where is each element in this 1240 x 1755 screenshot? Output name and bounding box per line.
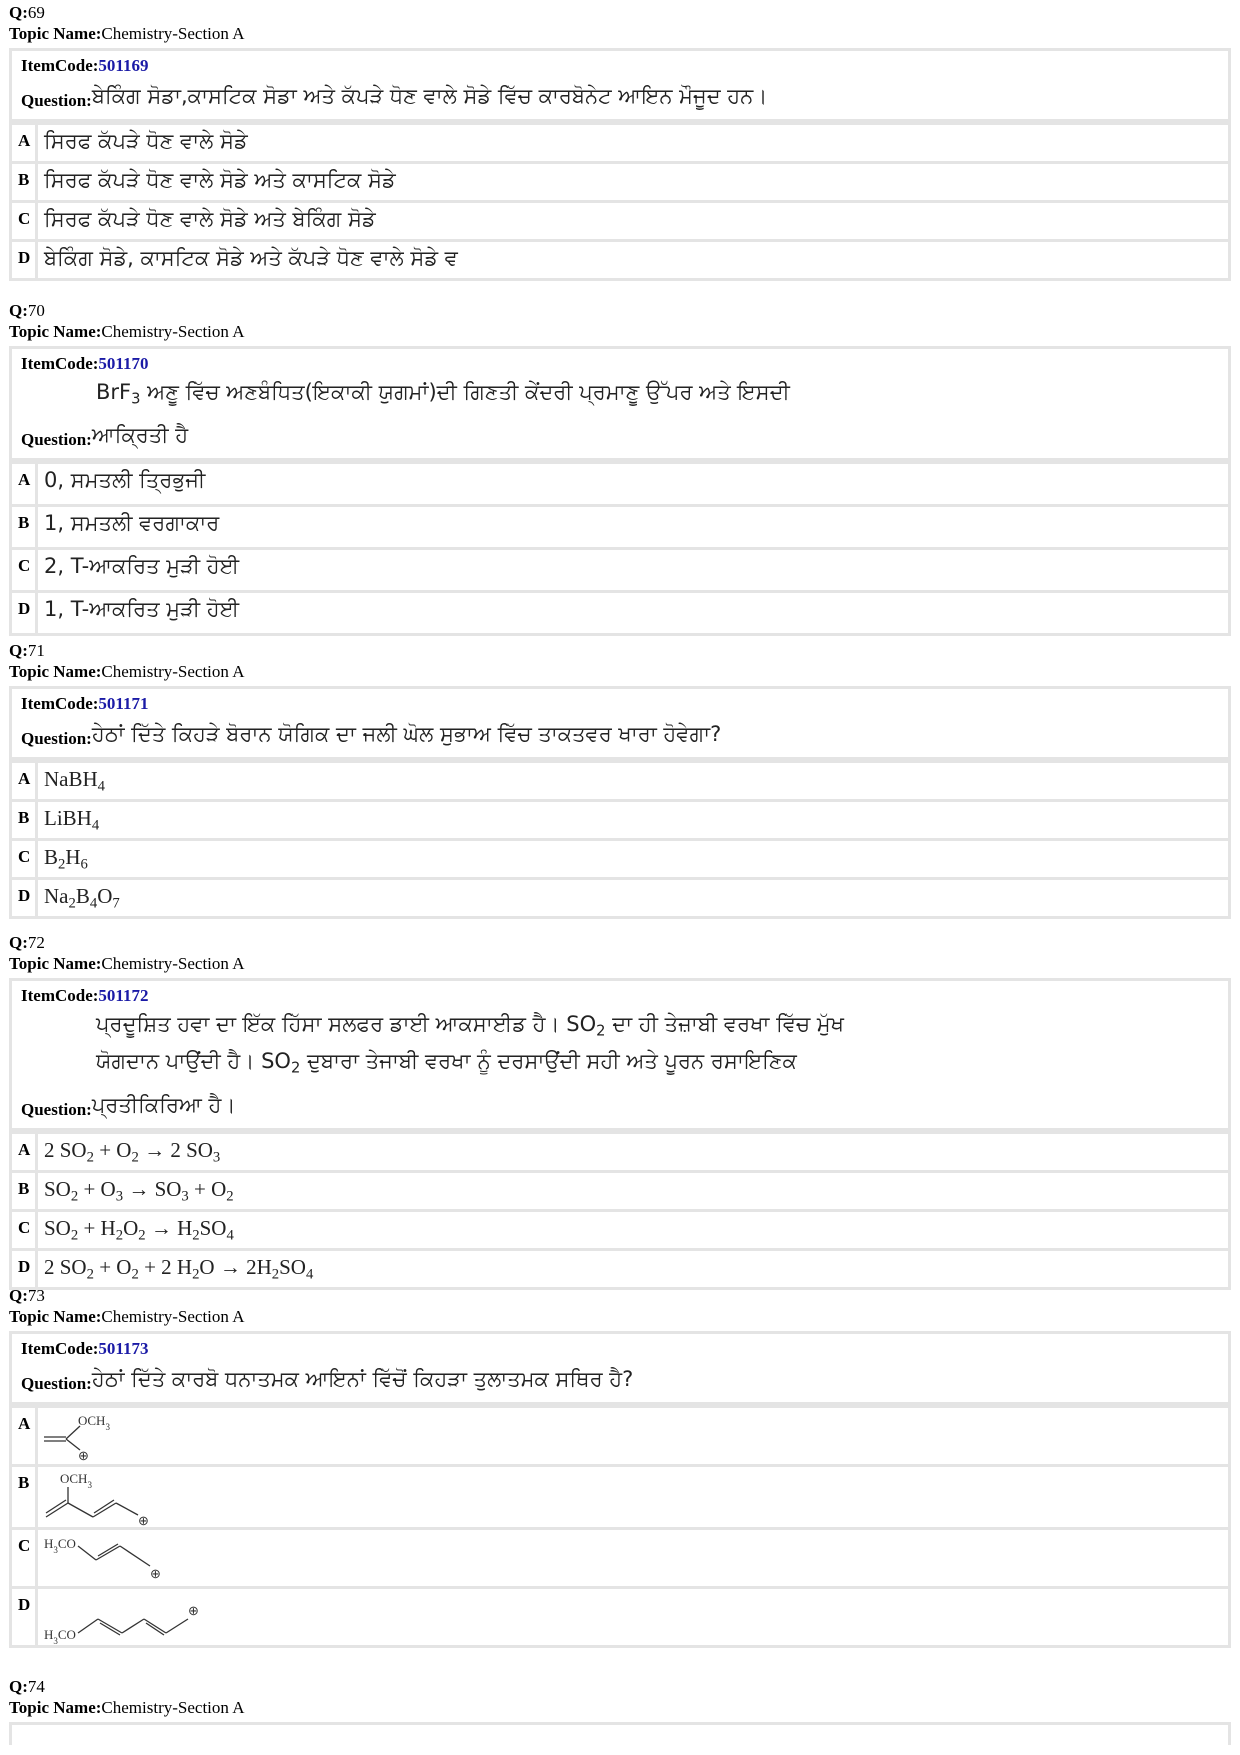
option-d: D ਬੇਕਿੰਗ ਸੋਡੇ, ਕਾਸਟਿਕ ਸੋਡੇ ਅਤੇ ਕੱਪੜੇ ਧੋਣ ਵਾਲੇ ਸੋਡੇ ਵ	[12, 239, 1228, 278]
question-text: ਹੇਠਾਂ ਦਿੱਤੇ ਕਿਹੜੇ ਬੋਰਾਨ ਯੋਗਿਕ ਦਾ ਜਲੀ ਘੋਲ ਸੁਭਾਅ ਵਿੱਚ ਤਾਕਤਵਰ ਖਾਰਾ ਹੋਵੇਗਾ?	[91, 722, 722, 746]
question-71	[9, 640, 1231, 919]
topic-name: Topic Name:Chemistry-Section A	[9, 1698, 245, 1717]
option-c: C ਸਿਰਫ ਕੱਪੜੇ ਧੋਣ ਵਾਲੇ ਸੋਡੇ ਅਤੇ ਬੇਕਿੰਗ ਸੋਡੇ	[12, 200, 1228, 239]
item-code-link[interactable]: 501169	[98, 56, 149, 75]
question-number: Q:71	[9, 641, 45, 660]
option-b: B $SO_2 + O_3 \to SO_3 + O_2$	[12, 1170, 1228, 1209]
question-label: Question:	[21, 729, 92, 748]
question-text-line-1: BrF$_3$ ਅਣੂ ਵਿੱਚ ਅਣਬੰਧਿਤ(ਇਕਾਕੀ ਯੁਗਮਾਂ)ਦੀ ਗਿਣਤੀ ਕੇਂਦਰੀ ਪ੍ਰਮਾਣੂ ਉੱਪਰ ਅਤੇ ਇਸਦੀ	[96, 380, 790, 408]
structure-b-image	[38, 1467, 198, 1527]
topic-name: Topic Name:Chemistry-Section A	[9, 662, 245, 681]
option-equation: $SO_2 + H_2O_2 \to H_2SO_4$	[44, 1215, 234, 1244]
question-box	[9, 978, 1231, 1290]
topic-name: Topic Name:Chemistry-Section A	[9, 322, 245, 341]
positive-charge-icon: ⊕	[188, 1603, 199, 1618]
item-code-link[interactable]: 501173	[98, 1339, 149, 1358]
option-d: D $H_3CO$ ⊕	[12, 1586, 1228, 1645]
option-formula: LiBH$_4$	[44, 806, 100, 834]
option-text: 2, T-ਆਕਰਿਤ ਮੁੜੀ ਹੋਈ	[44, 554, 240, 579]
question-label: Question:	[21, 1099, 92, 1119]
option-b: B $OCH_3$ ⊕	[12, 1464, 1228, 1527]
item-code: ItemCode:501170	[21, 354, 149, 373]
option-c: C $SO_2 + H_2O_2 \to H_2SO_4$	[12, 1209, 1228, 1248]
option-text: ਸਿਰਫ ਕੱਪੜੇ ਧੋਣ ਵਾਲੇ ਸੋਡੇ	[44, 129, 248, 153]
question-number: Q:69	[9, 3, 45, 22]
question-72	[9, 932, 1231, 1290]
option-text: 1, T-ਆਕਰਿਤ ਮੁੜੀ ਹੋਈ	[44, 597, 240, 622]
option-d: D 1, T-ਆਕਰਿਤ ਮੁੜੀ ਹੋਈ	[12, 590, 1228, 633]
question-box	[9, 686, 1231, 919]
option-b: B 1, ਸਮਤਲੀ ਵਰਗਾਕਾਰ	[12, 504, 1228, 547]
option-a: A 2 $SO_2 + O_2 \to 2$ $SO_3$	[12, 1131, 1228, 1170]
option-a: A 0, ਸਮਤਲੀ ਤ੍ਰਿਭੁਜੀ	[12, 461, 1228, 504]
item-code: ItemCode:501172	[21, 986, 149, 1005]
question-text-line-2: ਯੋਗਦਾਨ ਪਾਉਂਦੀ ਹੈ। $SO_2$ ਦੁਬਾਰਾ ਤੇਜਾਬੀ ਵਰਖਾ ਨੂੰ ਦਰਸਾਉਂਦੀ ਸਹੀ ਅਤੇ ਪੂਰਨ ਰਸਾਇਣਿਕ	[96, 1049, 797, 1077]
option-a: A ਸਿਰਫ ਕੱਪੜੇ ਧੋਣ ਵਾਲੇ ਸੋਡੇ	[12, 122, 1228, 161]
option-text: ਬੇਕਿੰਗ ਸੋਡੇ, ਕਾਸਟਿਕ ਸੋਡੇ ਅਤੇ ਕੱਪੜੇ ਧੋਣ ਵਾਲੇ ਸੋਡੇ ਵ	[44, 246, 458, 270]
question-label: Question:	[21, 1374, 92, 1393]
structure-c-image	[38, 1530, 198, 1586]
item-code: ItemCode:501171	[21, 694, 149, 713]
option-c: C $B_2H_6$	[12, 838, 1228, 877]
question-text: ਹੇਠਾਂ ਦਿੱਤੇ ਕਾਰਬੋ ਧਨਾਤਮਕ ਆਇਨਾਂ ਵਿੱਚੋਂ ਕਿਹੜਾ ਤੁਲਾਤਮਕ ਸਥਿਰ ਹੈ?	[91, 1367, 634, 1391]
question-text-line-3: ਪ੍ਰਤੀਕਿਰਿਆ ਹੈ।	[91, 1092, 236, 1117]
item-code-link[interactable]: 501170	[98, 354, 149, 373]
positive-charge-icon: ⊕	[78, 1448, 89, 1463]
option-a: A $OCH_3$ ⊕	[12, 1405, 1228, 1464]
option-formula: $B_2H_6$	[44, 845, 88, 873]
option-b: B LiBH$_4$	[12, 799, 1228, 838]
option-a: A NaBH$_4$	[12, 760, 1228, 799]
question-74	[9, 1676, 1231, 1745]
question-text-line-1: ਪ੍ਰਦੂਸ਼ਿਤ ਹਵਾ ਦਾ ਇੱਕ ਹਿੱਸਾ ਸਲਫਰ ਡਾਈ ਆਕਸਾਈਡ ਹੈ। $SO_2$ ਦਾ ਹੀ ਤੇਜ਼ਾਬੀ ਵਰਖਾ ਵਿੱਚ ਮੁੱਖ	[96, 1012, 844, 1040]
question-number: Q:73	[9, 1286, 45, 1305]
option-equation: 2 $SO_2 + O_2 + 2$ $H_2O \to 2H_2SO_4$	[44, 1254, 314, 1283]
option-d: D $Na_2B_4O_7$	[12, 877, 1228, 916]
question-box	[9, 48, 1231, 281]
question-text: ਬੇਕਿੰਗ ਸੋਡਾ,ਕਾਸਟਿਕ ਸੋਡਾ ਅਤੇ ਕੱਪੜੇ ਧੋਣ ਵਾਲੇ ਸੋਡੇ ਵਿੱਚ ਕਾਰਬੋਨੇਟ ਆਇਨ ਮੌਜੂਦ ਹਨ।	[91, 84, 768, 108]
option-text: ਸਿਰਫ ਕੱਪੜੇ ਧੋਣ ਵਾਲੇ ਸੋਡੇ ਅਤੇ ਕਾਸਟਿਕ ਸੋਡੇ	[44, 168, 396, 192]
structure-a-image	[38, 1408, 158, 1464]
option-text: 1, ਸਮਤਲੀ ਵਰਗਾਕਾਰ	[44, 511, 220, 536]
question-label: Question:	[21, 91, 92, 110]
substituent-label: $H_3CO$	[44, 1536, 76, 1555]
substituent-label: $OCH_3$	[78, 1413, 110, 1432]
substituent-label: $H_3CO$	[44, 1627, 76, 1645]
option-equation: 2 $SO_2 + O_2 \to 2$ $SO_3$	[44, 1137, 221, 1166]
structure-d-image	[38, 1589, 238, 1645]
question-number: Q:70	[9, 301, 45, 320]
option-formula: NaBH$_4$	[44, 767, 106, 795]
item-code: ItemCode:501173	[21, 1339, 149, 1358]
option-equation: $SO_2 + O_3 \to SO_3 + O_2$	[44, 1176, 234, 1205]
question-number: Q:74	[9, 1677, 45, 1696]
item-code: ItemCode:501169	[21, 56, 149, 75]
positive-charge-icon: ⊕	[150, 1566, 161, 1581]
option-formula: $Na_2B_4O_7$	[44, 884, 120, 912]
question-text-line-2: ਆਕ੍ਰਿਤੀ ਹੈ	[91, 423, 189, 448]
option-b: B ਸਿਰਫ ਕੱਪੜੇ ਧੋਣ ਵਾਲੇ ਸੋਡੇ ਅਤੇ ਕਾਸਟਿਕ ਸੋਡੇ	[12, 161, 1228, 200]
topic-name: Topic Name:Chemistry-Section A	[9, 954, 245, 973]
option-text: 0, ਸਮਤਲੀ ਤ੍ਰਿਭੁਜੀ	[44, 468, 206, 493]
question-box	[9, 346, 1231, 636]
substituent-label: $OCH_3$	[60, 1471, 92, 1490]
question-number: Q:72	[9, 933, 45, 952]
question-73	[9, 1285, 1231, 1648]
option-d: D 2 $SO_2 + O_2 + 2$ $H_2O \to 2H_2SO_4$	[12, 1248, 1228, 1287]
question-70	[9, 300, 1231, 636]
option-c: C 2, T-ਆਕਰਿਤ ਮੁੜੀ ਹੋਈ	[12, 547, 1228, 590]
option-text: ਸਿਰਫ ਕੱਪੜੇ ਧੋਣ ਵਾਲੇ ਸੋਡੇ ਅਤੇ ਬੇਕਿੰਗ ਸੋਡੇ	[44, 207, 376, 231]
positive-charge-icon: ⊕	[138, 1513, 149, 1527]
topic-name: Topic Name:Chemistry-Section A	[9, 1307, 245, 1326]
question-69	[9, 2, 1231, 281]
option-c: C $H_3CO$ ⊕	[12, 1527, 1228, 1586]
item-code-link[interactable]: 501172	[98, 986, 149, 1005]
question-box	[9, 1331, 1231, 1648]
question-label: Question:	[21, 430, 92, 450]
question-box	[9, 1722, 1231, 1745]
topic-name: Topic Name:Chemistry-Section A	[9, 24, 245, 43]
item-code-link[interactable]: 501171	[98, 694, 149, 713]
